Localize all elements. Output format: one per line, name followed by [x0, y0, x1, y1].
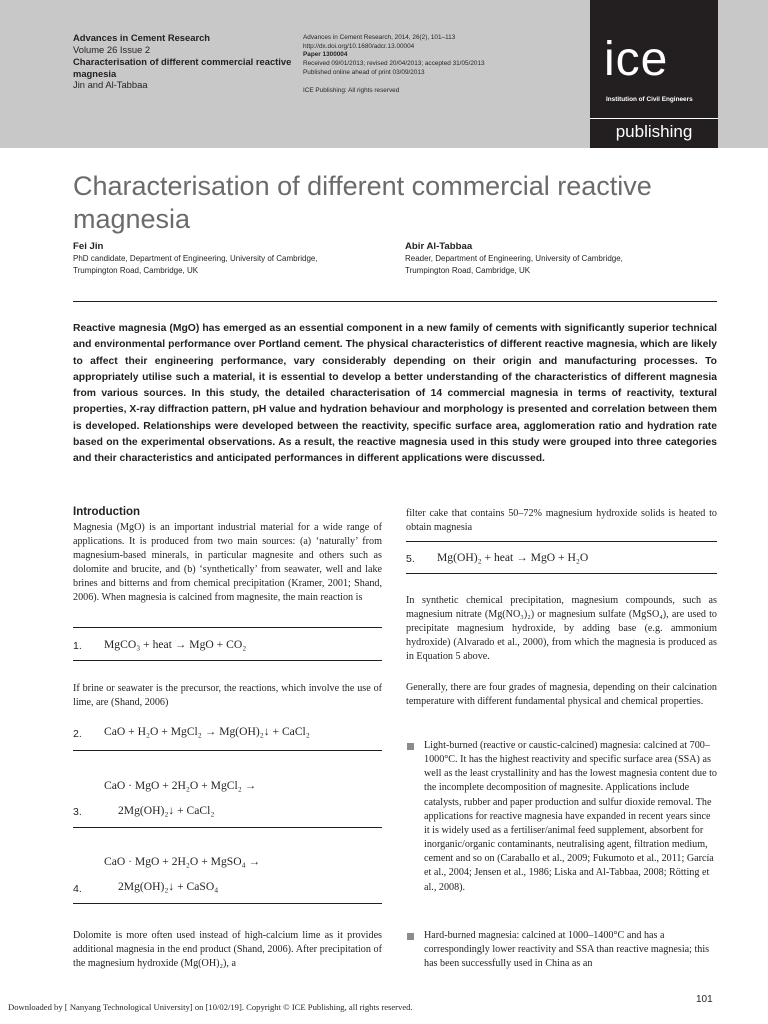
paragraph: Generally, there are four grades of magnesia, depending on their calcination temperature with different fundamental physical and chemical properties. [406, 682, 717, 708]
page-number: 101 [696, 994, 713, 1005]
running-title: Characterisation of different commercial reactive magnesia [73, 56, 292, 79]
equation-number: 2. [73, 728, 82, 740]
equation: MgCO₃ + heat → MgO + CO₂ [104, 638, 247, 651]
equation-number: 1. [73, 640, 82, 652]
author-affiliation: PhD candidate, Department of Engineering, University of Cambridge, [73, 254, 318, 263]
author-name: Abir Al-Tabbaa [405, 241, 473, 252]
author-block [405, 240, 705, 276]
equation-rule [73, 750, 382, 751]
paragraph: In synthetic chemical precipitation, magnesium compounds, such as magnesium nitrate (Mg(NO₃)₂) or magnesium sulfate (MgSO₄), are used to precipitate magnesium hydroxide, by adding base (e.g. ammonium hydroxide) (Alvarado et al., 2000), from which the magnesia is produced as in Equation 5 above. [406, 595, 717, 663]
equation-rule [406, 541, 717, 542]
journal-header [0, 0, 768, 148]
paragraph: Dolomite is more often used instead of high-calcium lime as it provides additional magnesia in the end product (Shand, 2006). After precipitation of the magnesium hydroxide (Mg(OH)₂), a [73, 930, 382, 970]
author-affiliation: Trumpington Road, Cambridge, UK [73, 265, 199, 275]
equation-rule [406, 573, 717, 574]
list-item: Light-burned (reactive or caustic-calcined) magnesia: calcined at 700–1000°C. It has the highest reactivity and specific surface area (SSA) as well as the least crystallinity and has the lowest magnesia content due to the incomplete decomposition of magnesite. Applications include catalysts, rubber and paper production and sulfur dioxide removal. The applications for reactive magnesia have expanded in recent years since it is widely used as a fertiliser/animal feed supplement, absorbent for inorganic/organic contaminants, neutralising agent, filtration medium, cement and so on (Caraballo et al., 2009; Fukumoto et al., 2011; García et al., 2004; Jensen et al., 1986; Liska and Al-Tabbaa, 2008; Rötting et al., 2008). [424, 740, 717, 893]
paper-title: Characterisation of different commercial reactive magnesia [73, 171, 652, 234]
equation-number: 5. [406, 553, 415, 565]
equation-number: 3. [73, 806, 82, 818]
equation-rule [73, 827, 382, 828]
equation: 2Mg(OH)₂↓ + CaSO₄ [118, 880, 219, 893]
received-dates: Received 09/01/2013; revised 20/04/2013; accepted 31/05/2013 [303, 60, 485, 68]
author-affiliation: Reader, Department of Engineering, University of Cambridge, [405, 254, 623, 263]
abstract: Reactive magnesia (MgO) has emerged as an essential component in a new family of cements with significantly superior technical and environmental performance over Portland cement. The physical characteristics of different reactive magnesia, which are likely to affect their engineering performance, vary considerably depending on their origin and manufacturing processes. To appropriately utilise such a material, it is essential to develop a better understanding of the characteristics of different magnesia from various sources. In this study, the detailed characterisation of 14 commercial magnesia in terms of reactivity, textural properties, X-ray diffraction pattern, pH value and hydration behaviour and morphology is presented and correlation between them is developed. Relationships were developed between the reactivity, specific surface area, agglomeration ratio and hydration rate based on the experimental observations. As a result, the reactive magnesia used in this study were grouped into three categories and their characteristics and anticipated performances in different applications were discussed. [73, 323, 717, 465]
header-citation-info [303, 34, 563, 95]
equation: CaO + H₂O + MgCl₂ → Mg(OH)₂↓ + CaCl₂ [104, 725, 310, 738]
paragraph: If brine or seawater is the precursor, the reactions, which involve the use of lime, are (Shand, 2006) [73, 683, 382, 709]
header-journal-info [73, 32, 293, 91]
equation: Mg(OH)₂ + heat → MgO + H₂O [437, 551, 589, 564]
section-heading: Introduction [73, 506, 141, 518]
journal-name: Advances in Cement Research [73, 32, 211, 43]
bullet-icon [407, 743, 414, 750]
author-block [73, 240, 373, 276]
equation-rule [73, 627, 382, 628]
paragraph: filter cake that contains 50–72% magnesium hydroxide solids is heated to obtain magnesia [406, 508, 717, 534]
ice-publishing-logo [590, 0, 718, 148]
author-name: Fei Jin [73, 241, 104, 252]
equation: CaO · MgO + 2H₂O + MgSO₄ → [104, 855, 261, 868]
equation: CaO · MgO + 2H₂O + MgCl₂ → [104, 779, 257, 792]
equation-rule [73, 660, 382, 661]
bullet-icon [407, 933, 414, 940]
logo-mark: ice [604, 33, 669, 86]
equation-number: 4. [73, 883, 82, 895]
citation: Advances in Cement Research, 2014, 26(2), 101–113 [303, 34, 456, 41]
paragraph: Magnesia (MgO) is an important industrial material for a wide range of applications. It is produced from two main sources: (a) ‘naturally’ from magnesium-based minerals, in particular magnesite and others such as dolomite and brucite, and (b) ‘synthetically’ from seawater, well and lake brines and bitterns and from chemical precipitation (Kramer, 2001; Shand, 2006). When magnesia is calcined from magnesite, the main reaction is [73, 522, 382, 604]
logo-divider [590, 118, 718, 119]
list-item: Hard-burned magnesia: calcined at 1000–1400°C and has a correspondingly lower reactivity and SSA than reactive magnesia; this has been successfully used in China as an [424, 930, 710, 970]
logo-publishing: publishing [615, 122, 693, 141]
equation-rule [73, 903, 382, 904]
equation: 2Mg(OH)₂↓ + CaCl₂ [118, 804, 215, 817]
divider [73, 301, 717, 302]
doi-link[interactable]: http://dx.doi.org/10.1680/adcr.13.00004 [303, 42, 415, 50]
published-date: Published online ahead of print 03/09/2013 [303, 68, 425, 76]
running-authors: Jin and Al-Tabbaa [73, 79, 148, 91]
logo-institution: Institution of Civil Engineers [606, 96, 693, 103]
rights-statement: ICE Publishing: All rights reserved [303, 86, 400, 94]
download-footer: Downloaded by [ Nanyang Technological University] on [10/02/19]. Copyright © ICE Publishing, all rights reserved. [8, 1002, 413, 1012]
journal-volume: Volume 26 Issue 2 [73, 43, 151, 55]
paper-number: Paper 1300004 [303, 51, 348, 59]
author-affiliation: Trumpington Road, Cambridge, UK [405, 265, 531, 275]
